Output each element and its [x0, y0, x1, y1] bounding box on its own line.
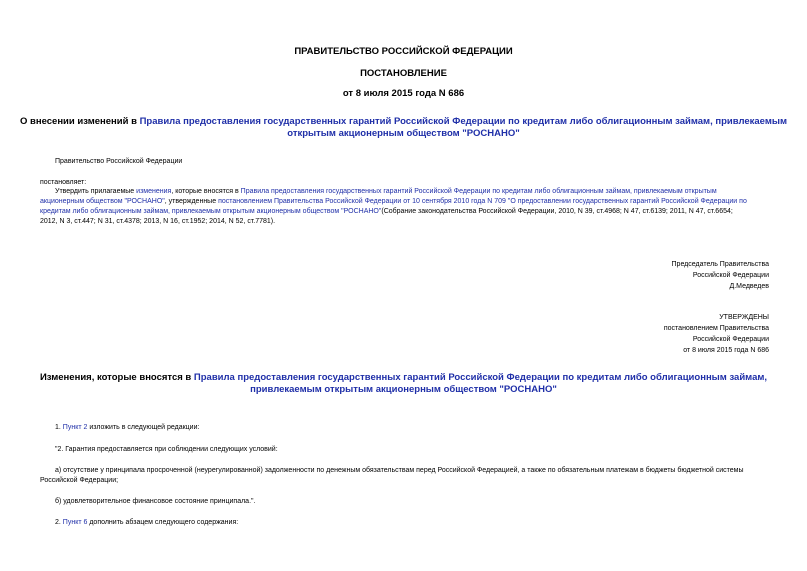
signature-block	[672, 259, 769, 292]
document-type: ПОСТАНОВЛЕНИЕ	[360, 68, 447, 79]
item-2	[55, 518, 238, 528]
preamble-paragraph	[40, 187, 768, 227]
item-2-text: дополнить абзацем следующего содержания:	[87, 519, 239, 526]
changes-rules-link[interactable]: Правила предоставления государственных гарантий Российской Федерации по кредитам либо облигационным займам,	[193, 372, 768, 383]
item-1-a-line-1: а) отсутствие у принципала просроченной (неурегулированной) задолженности по денежным обязательствам перед Российской Федерацией, а также по обязательным платежам в бюджеты бюджетной системы	[55, 467, 744, 474]
item-2-link[interactable]: Пункт 6	[62, 519, 88, 526]
approval-line-2: постановлением Правительства	[663, 325, 769, 332]
preamble-text-1: Утвердить прилагаемые	[55, 188, 137, 195]
issuer: Правительство Российской Федерации	[55, 158, 183, 165]
title-rules-link[interactable]: Правила предоставления государственных гарантий Российской Федерации по кредитам либо облигационным займам, привлекаемым	[139, 116, 787, 127]
approval-block	[664, 312, 769, 356]
changes-title	[0, 372, 807, 396]
approval-line-3: Российской Федерации	[692, 336, 769, 343]
preamble-text-2: , которые вносятся в	[171, 188, 241, 195]
preamble-sources-1: (Собрание законодательства Российской Федерации, 2010, N 39, ст.4968; N 47, ст.6139; 2011, N 47, ст.6654;	[381, 208, 733, 215]
item-1-a	[40, 466, 768, 486]
title-prefix: О внесении изменений в	[19, 116, 140, 127]
item-1-quote: "2. Гарантия предоставляется при соблюдении следующих условий:	[55, 446, 278, 453]
item-2-number: 2.	[55, 519, 63, 526]
item-1-number: 1.	[55, 424, 63, 431]
approval-line-4: от 8 июля 2015 года N 686	[683, 347, 769, 354]
title-rules-link-cont[interactable]: открытым акционерным обществом "РОСНАНО"	[287, 128, 520, 139]
rules-link[interactable]: Правила предоставления государственных гарантий Российской Федерации по кредитам либо облигационным займам, привлекаемым открытым	[240, 188, 717, 195]
decree-link[interactable]: постановлением Правительства Российской Федерации от 10 сентября 2010 года N 709 "О предоставлении государственных гарантий Российской Федерации по	[218, 198, 747, 205]
preamble-sources-2: 2012, N 3, ст.447; N 31, ст.4378; 2013, N 16, ст.1952; 2014, N 52, ст.7781).	[40, 218, 276, 225]
item-1-b: б) удовлетворительное финансовое состояние принципала.".	[55, 498, 256, 505]
government-header: ПРАВИТЕЛЬСТВО РОССИЙСКОЙ ФЕДЕРАЦИИ	[294, 46, 513, 57]
item-1-link[interactable]: Пункт 2	[62, 424, 88, 431]
decides: постановляет:	[40, 179, 87, 186]
approval-heading: УТВЕРЖДЕНЫ	[719, 314, 769, 321]
preamble-text-3: , утвержденные	[164, 198, 219, 205]
item-1-text: изложить в следующей редакции:	[87, 424, 200, 431]
decree-link-cont[interactable]: кредитам либо облигационным займам, привлекаемым открытым акционерным обществом "РОСНАНО"	[40, 208, 382, 215]
item-1	[55, 423, 199, 433]
document-title	[0, 116, 807, 140]
signature-title: Председатель Правительства	[671, 261, 769, 268]
item-1-a-line-2: Российской Федерации;	[40, 477, 119, 484]
signature-title-2: Российской Федерации	[692, 272, 769, 279]
changes-rules-link-cont[interactable]: привлекаемым открытым акционерным обществом "РОСНАНО"	[250, 384, 557, 395]
rules-link-cont[interactable]: акционерным обществом "РОСНАНО"	[40, 198, 165, 205]
document-date-number: от 8 июля 2015 года N 686	[342, 88, 465, 99]
signature-name: Д.Медведев	[729, 283, 769, 290]
changes-title-prefix: Изменения, которые вносятся в	[39, 372, 194, 383]
changes-link[interactable]: изменения	[136, 188, 172, 195]
